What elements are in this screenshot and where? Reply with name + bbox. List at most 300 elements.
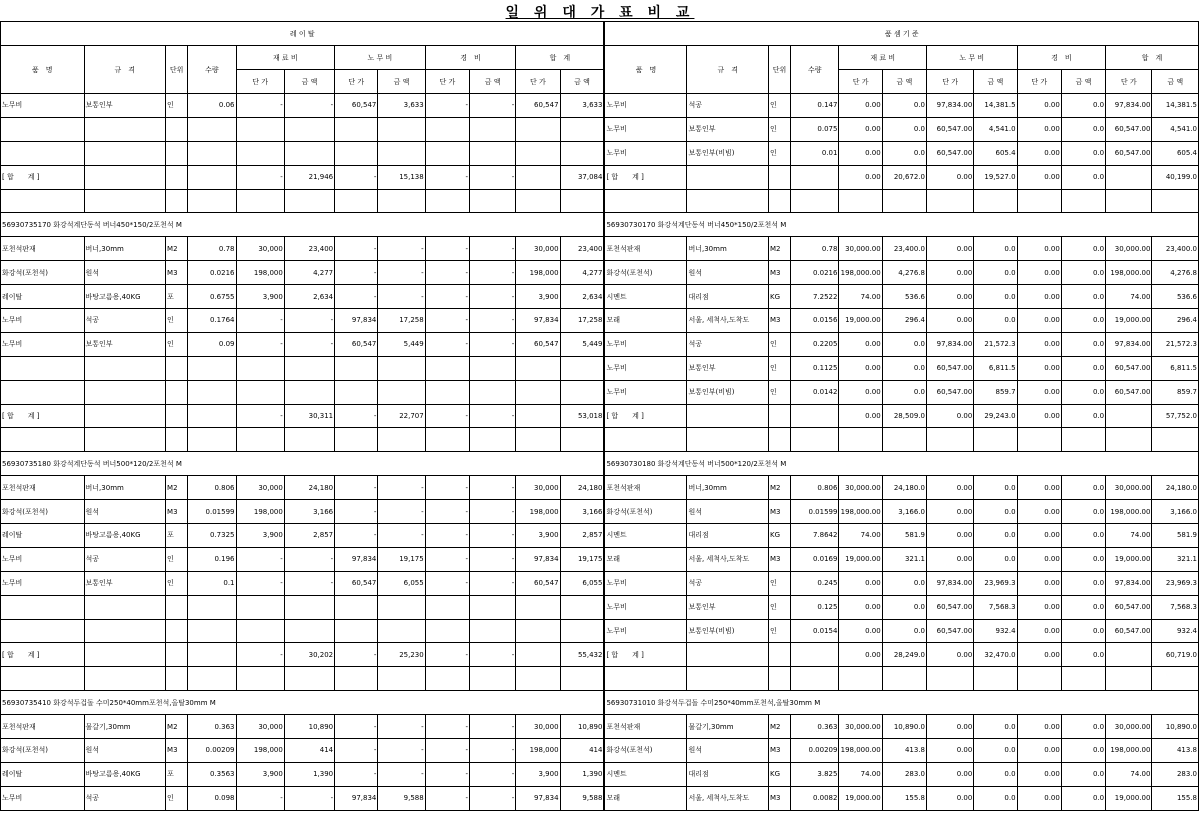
cell-left-name bbox=[1, 380, 85, 404]
cell-left-expense-unit-price: - bbox=[425, 165, 469, 189]
col-header-amount: 금 액 bbox=[284, 70, 334, 94]
cell-right-total-amount: 413.8 bbox=[1152, 739, 1199, 763]
cell-left-labor-unit-price: 60,547 bbox=[335, 332, 378, 356]
cell-right-spec: 보통인부(비빔) bbox=[687, 380, 769, 404]
cell-left-material-unit-price: 30,000 bbox=[236, 476, 284, 500]
cell-left-qty: 0.09 bbox=[188, 332, 236, 356]
cell-left-qty: 0.78 bbox=[188, 237, 236, 261]
cell-left-qty: 0.01599 bbox=[188, 500, 236, 524]
cell-left-qty bbox=[188, 428, 236, 452]
cell-right-expense-unit-price bbox=[1017, 667, 1061, 691]
cell-left-labor-amount: - bbox=[378, 285, 425, 309]
cell-left-unit bbox=[166, 619, 188, 643]
cell-right-total-unit-price bbox=[1106, 643, 1152, 667]
cell-left-name bbox=[1, 189, 85, 213]
cell-left-qty bbox=[188, 356, 236, 380]
cell-left-total-amount: 9,588 bbox=[560, 786, 604, 810]
cell-left-name bbox=[1, 428, 85, 452]
cell-left-expense-unit-price: - bbox=[425, 739, 469, 763]
cell-left-expense-unit-price bbox=[425, 619, 469, 643]
section-title-left: 56930735180 화강석계단동석 버너500*120/2포천석 M bbox=[1, 452, 605, 476]
cell-right-expense-unit-price: 0.00 bbox=[1017, 786, 1061, 810]
table-row bbox=[1, 619, 1199, 643]
header-row-categories bbox=[1, 46, 1199, 70]
cell-left-qty bbox=[188, 595, 236, 619]
cell-left-material-unit-price bbox=[236, 189, 284, 213]
table-body bbox=[1, 22, 1199, 811]
cell-left-labor-amount: - bbox=[378, 261, 425, 285]
cell-right-labor-unit-price: 0.00 bbox=[927, 643, 974, 667]
table-row bbox=[1, 667, 1199, 691]
cell-left-expense-amount: - bbox=[469, 476, 515, 500]
cell-right-expense-unit-price: 0.00 bbox=[1017, 117, 1061, 141]
col-header-qty: 수량 bbox=[188, 46, 236, 94]
cell-left-labor-amount: - bbox=[378, 500, 425, 524]
cell-right-material-unit-price: 0.00 bbox=[839, 643, 882, 667]
cell-left-unit bbox=[166, 189, 188, 213]
section-header-row bbox=[1, 452, 1199, 476]
cell-right-expense-amount: 0.0 bbox=[1061, 571, 1105, 595]
cell-right-spec: 원석 bbox=[687, 500, 769, 524]
cell-right-name bbox=[604, 428, 687, 452]
cell-left-material-unit-price: 3,900 bbox=[236, 762, 284, 786]
col-header-unit-price: 단 가 bbox=[1106, 70, 1152, 94]
cell-right-total-unit-price: 19,000.00 bbox=[1106, 786, 1152, 810]
cell-right-total-amount: 4,541.0 bbox=[1152, 117, 1199, 141]
cell-left-material-unit-price: 198,000 bbox=[236, 739, 284, 763]
cell-left-qty bbox=[188, 643, 236, 667]
cell-left-spec: 보통인부 bbox=[84, 571, 166, 595]
cell-left-total-unit-price bbox=[516, 428, 560, 452]
cell-right-material-unit-price: 0.00 bbox=[839, 380, 882, 404]
cell-left-material-unit-price bbox=[236, 619, 284, 643]
cell-right-spec bbox=[687, 189, 769, 213]
cell-left-total-amount bbox=[560, 428, 604, 452]
cell-right-name: 포천석판재 bbox=[604, 715, 687, 739]
col-header-unit-price: 단 가 bbox=[516, 70, 560, 94]
cell-right-qty bbox=[791, 165, 839, 189]
table-row bbox=[1, 261, 1199, 285]
cell-left-expense-unit-price bbox=[425, 356, 469, 380]
cell-right-material-amount: 0.0 bbox=[882, 94, 926, 118]
cell-right-labor-unit-price: 97,834.00 bbox=[927, 571, 974, 595]
cell-right-name: [ 합 계 ] bbox=[604, 643, 687, 667]
cell-left-labor-unit-price bbox=[335, 117, 378, 141]
cell-right-total-unit-price bbox=[1106, 667, 1152, 691]
cell-right-expense-unit-price: 0.00 bbox=[1017, 141, 1061, 165]
cell-left-labor-unit-price: - bbox=[335, 524, 378, 548]
cell-left-labor-amount: 15,138 bbox=[378, 165, 425, 189]
cell-right-qty: 7.8642 bbox=[791, 524, 839, 548]
cell-right-spec: 보통인부 bbox=[687, 356, 769, 380]
cell-left-total-amount: 2,634 bbox=[560, 285, 604, 309]
cell-right-expense-amount bbox=[1061, 428, 1105, 452]
table-row bbox=[1, 524, 1199, 548]
cell-right-expense-amount: 0.0 bbox=[1061, 500, 1105, 524]
cell-right-labor-unit-price: 0.00 bbox=[927, 476, 974, 500]
cell-right-labor-unit-price: 0.00 bbox=[927, 237, 974, 261]
col-header-labor: 노 무 비 bbox=[335, 46, 426, 70]
cell-right-labor-amount: 0.0 bbox=[974, 476, 1017, 500]
cell-right-qty: 0.2205 bbox=[791, 332, 839, 356]
table-row bbox=[1, 571, 1199, 595]
cell-right-name: 노무비 bbox=[604, 595, 687, 619]
cell-right-name: 시멘트 bbox=[604, 285, 687, 309]
cell-right-qty: 3.825 bbox=[791, 762, 839, 786]
cell-right-qty bbox=[791, 667, 839, 691]
cell-left-name: 노무비 bbox=[1, 547, 85, 571]
cell-right-material-amount bbox=[882, 189, 926, 213]
cell-left-expense-unit-price: - bbox=[425, 715, 469, 739]
cell-left-total-unit-price: 198,000 bbox=[516, 500, 560, 524]
cell-right-total-unit-price: 74.00 bbox=[1106, 762, 1152, 786]
cell-left-labor-unit-price: - bbox=[335, 476, 378, 500]
cell-left-material-amount bbox=[284, 380, 334, 404]
cell-left-name: 레이탈 bbox=[1, 762, 85, 786]
cell-right-name: 화강석(포천석) bbox=[604, 739, 687, 763]
cell-right-total-amount: 60,719.0 bbox=[1152, 643, 1199, 667]
cell-right-expense-unit-price: 0.00 bbox=[1017, 619, 1061, 643]
cell-left-expense-unit-price bbox=[425, 141, 469, 165]
cell-right-unit: M3 bbox=[769, 261, 791, 285]
cell-right-unit: M3 bbox=[769, 547, 791, 571]
cell-left-qty: 0.0216 bbox=[188, 261, 236, 285]
cell-left-spec: 원석 bbox=[84, 500, 166, 524]
cell-right-labor-amount bbox=[974, 189, 1017, 213]
cell-left-labor-amount: 5,449 bbox=[378, 332, 425, 356]
cell-left-spec: 석공 bbox=[84, 547, 166, 571]
cell-right-expense-unit-price: 0.00 bbox=[1017, 476, 1061, 500]
cell-right-labor-unit-price: 0.00 bbox=[927, 715, 974, 739]
cell-right-spec: 보통인부(비빔) bbox=[687, 619, 769, 643]
cell-left-name: [ 합 계 ] bbox=[1, 643, 85, 667]
cell-left-name bbox=[1, 595, 85, 619]
cell-left-total-amount bbox=[560, 356, 604, 380]
cell-right-expense-amount: 0.0 bbox=[1061, 595, 1105, 619]
cell-left-expense-amount: - bbox=[469, 571, 515, 595]
cell-left-expense-unit-price bbox=[425, 189, 469, 213]
cell-right-expense-unit-price: 0.00 bbox=[1017, 356, 1061, 380]
cell-right-expense-amount: 0.0 bbox=[1061, 762, 1105, 786]
cell-right-unit bbox=[769, 667, 791, 691]
cell-right-expense-amount: 0.0 bbox=[1061, 332, 1105, 356]
cell-right-expense-amount: 0.0 bbox=[1061, 619, 1105, 643]
cell-right-total-amount: 932.4 bbox=[1152, 619, 1199, 643]
cell-right-total-unit-price: 30,000.00 bbox=[1106, 476, 1152, 500]
cell-left-name: 노무비 bbox=[1, 786, 85, 810]
cell-left-unit: 포 bbox=[166, 285, 188, 309]
page-title-text: 일 위 대 가 표 비 교 bbox=[505, 5, 695, 21]
section-header-row bbox=[1, 691, 1199, 715]
cell-left-name: 포천석판재 bbox=[1, 715, 85, 739]
cell-right-material-amount: 10,890.0 bbox=[882, 715, 926, 739]
cell-right-qty: 0.00209 bbox=[791, 739, 839, 763]
cell-left-labor-amount: 25,230 bbox=[378, 643, 425, 667]
cell-right-spec: 대리점 bbox=[687, 762, 769, 786]
cell-right-qty: 7.2522 bbox=[791, 285, 839, 309]
cell-left-labor-unit-price: - bbox=[335, 739, 378, 763]
cell-left-expense-amount bbox=[469, 117, 515, 141]
cell-left-total-unit-price: 60,547 bbox=[516, 571, 560, 595]
cell-right-labor-amount: 0.0 bbox=[974, 762, 1017, 786]
cell-left-spec: 물갈기,30mm bbox=[84, 715, 166, 739]
cell-right-total-unit-price bbox=[1106, 165, 1152, 189]
cell-right-labor-amount: 14,381.5 bbox=[974, 94, 1017, 118]
cell-right-name: 시멘트 bbox=[604, 524, 687, 548]
cell-right-expense-unit-price bbox=[1017, 189, 1061, 213]
cell-right-labor-amount: 0.0 bbox=[974, 285, 1017, 309]
cell-left-expense-amount: - bbox=[469, 309, 515, 333]
cell-left-material-amount bbox=[284, 667, 334, 691]
cell-right-labor-amount: 0.0 bbox=[974, 715, 1017, 739]
cell-left-name: 화강석(포천석) bbox=[1, 500, 85, 524]
cell-right-total-amount: 57,752.0 bbox=[1152, 404, 1199, 428]
cell-left-spec: 바탕고름용,40KG bbox=[84, 524, 166, 548]
cell-right-unit bbox=[769, 404, 791, 428]
table-row bbox=[1, 715, 1199, 739]
cell-right-labor-unit-price: 97,834.00 bbox=[927, 94, 974, 118]
cell-right-expense-unit-price: 0.00 bbox=[1017, 165, 1061, 189]
cell-left-labor-amount: 19,175 bbox=[378, 547, 425, 571]
cell-left-expense-amount bbox=[469, 619, 515, 643]
cell-left-qty: 0.196 bbox=[188, 547, 236, 571]
cell-right-spec: 서울, 세척사,도착도 bbox=[687, 547, 769, 571]
cell-right-labor-unit-price: 0.00 bbox=[927, 786, 974, 810]
table-row bbox=[1, 117, 1199, 141]
cell-left-total-amount: 6,055 bbox=[560, 571, 604, 595]
cell-left-spec bbox=[84, 404, 166, 428]
cell-left-expense-amount: - bbox=[469, 786, 515, 810]
cell-left-labor-amount: 6,055 bbox=[378, 571, 425, 595]
cell-right-labor-amount: 6,811.5 bbox=[974, 356, 1017, 380]
cell-left-total-amount: 4,277 bbox=[560, 261, 604, 285]
cell-right-name bbox=[604, 667, 687, 691]
cell-left-spec bbox=[84, 619, 166, 643]
cell-right-name: 노무비 bbox=[604, 571, 687, 595]
cell-left-name: 레이탈 bbox=[1, 285, 85, 309]
cell-left-qty bbox=[188, 189, 236, 213]
cell-left-material-amount: 2,634 bbox=[284, 285, 334, 309]
cell-left-material-amount: - bbox=[284, 94, 334, 118]
cell-right-name: 화강석(포천석) bbox=[604, 500, 687, 524]
table-row bbox=[1, 165, 1199, 189]
cell-right-qty: 0.125 bbox=[791, 595, 839, 619]
cell-right-name: 노무비 bbox=[604, 141, 687, 165]
cell-right-labor-amount: 0.0 bbox=[974, 524, 1017, 548]
cell-left-spec bbox=[84, 165, 166, 189]
cell-left-total-unit-price bbox=[516, 667, 560, 691]
cell-right-total-unit-price: 60,547.00 bbox=[1106, 619, 1152, 643]
cell-right-qty: 0.075 bbox=[791, 117, 839, 141]
cell-left-labor-unit-price bbox=[335, 619, 378, 643]
col-header-unit-price: 단 가 bbox=[335, 70, 378, 94]
cell-right-total-unit-price: 60,547.00 bbox=[1106, 595, 1152, 619]
cell-right-spec: 보통인부 bbox=[687, 595, 769, 619]
cell-right-material-unit-price: 0.00 bbox=[839, 332, 882, 356]
cell-left-labor-unit-price bbox=[335, 667, 378, 691]
cell-left-material-amount bbox=[284, 117, 334, 141]
cell-left-unit: 인 bbox=[166, 786, 188, 810]
cell-left-expense-unit-price: - bbox=[425, 762, 469, 786]
cell-right-expense-amount: 0.0 bbox=[1061, 356, 1105, 380]
cell-right-expense-unit-price: 0.00 bbox=[1017, 94, 1061, 118]
cell-left-name: [ 합 계 ] bbox=[1, 165, 85, 189]
cell-left-material-amount bbox=[284, 619, 334, 643]
cell-right-material-amount: 28,509.0 bbox=[882, 404, 926, 428]
cell-right-expense-amount: 0.0 bbox=[1061, 786, 1105, 810]
cell-right-total-unit-price: 19,000.00 bbox=[1106, 547, 1152, 571]
cell-right-unit: 인 bbox=[769, 571, 791, 595]
col-header-unit: 단위 bbox=[769, 46, 791, 94]
cell-right-labor-amount: 0.0 bbox=[974, 547, 1017, 571]
cell-right-material-amount: 0.0 bbox=[882, 117, 926, 141]
cell-left-material-unit-price: 198,000 bbox=[236, 261, 284, 285]
cell-left-material-amount: 30,202 bbox=[284, 643, 334, 667]
cell-left-total-unit-price: 97,834 bbox=[516, 309, 560, 333]
cell-left-total-unit-price: 60,547 bbox=[516, 94, 560, 118]
cell-left-name: 포천석판재 bbox=[1, 237, 85, 261]
cell-left-expense-amount bbox=[469, 595, 515, 619]
cell-left-qty bbox=[188, 165, 236, 189]
cell-right-expense-unit-price: 0.00 bbox=[1017, 739, 1061, 763]
cell-right-name: [ 합 계 ] bbox=[604, 165, 687, 189]
cell-right-qty: 0.0216 bbox=[791, 261, 839, 285]
cell-left-expense-amount: - bbox=[469, 643, 515, 667]
cell-left-spec bbox=[84, 667, 166, 691]
cell-right-total-amount: 40,199.0 bbox=[1152, 165, 1199, 189]
cell-right-name: 노무비 bbox=[604, 380, 687, 404]
cell-left-total-amount: 2,857 bbox=[560, 524, 604, 548]
cell-left-unit: 포 bbox=[166, 762, 188, 786]
table-row bbox=[1, 285, 1199, 309]
cell-right-expense-amount: 0.0 bbox=[1061, 94, 1105, 118]
cell-right-unit: M3 bbox=[769, 500, 791, 524]
cell-left-name: [ 합 계 ] bbox=[1, 404, 85, 428]
cell-left-total-amount: 24,180 bbox=[560, 476, 604, 500]
cell-right-expense-unit-price: 0.00 bbox=[1017, 237, 1061, 261]
col-header-expense: 경 비 bbox=[425, 46, 516, 70]
cell-left-expense-unit-price: - bbox=[425, 500, 469, 524]
cell-right-total-amount: 14,381.5 bbox=[1152, 94, 1199, 118]
cell-left-unit bbox=[166, 643, 188, 667]
section-header-row bbox=[1, 213, 1199, 237]
cell-left-material-unit-price bbox=[236, 380, 284, 404]
cell-right-spec bbox=[687, 428, 769, 452]
cell-left-material-unit-price bbox=[236, 667, 284, 691]
cell-left-material-amount: 2,857 bbox=[284, 524, 334, 548]
cell-right-total-unit-price bbox=[1106, 404, 1152, 428]
cell-right-labor-unit-price: 60,547.00 bbox=[927, 117, 974, 141]
table-row bbox=[1, 643, 1199, 667]
cell-left-qty bbox=[188, 667, 236, 691]
section-title-right: 56930731010 화강석두겁돌 수미250*40mm포천석,올탈30mm M bbox=[604, 691, 1198, 715]
cell-left-total-amount: 19,175 bbox=[560, 547, 604, 571]
cell-left-total-unit-price bbox=[516, 165, 560, 189]
cell-right-total-unit-price: 60,547.00 bbox=[1106, 356, 1152, 380]
cell-left-total-unit-price bbox=[516, 619, 560, 643]
cell-right-qty: 0.806 bbox=[791, 476, 839, 500]
cell-left-total-unit-price bbox=[516, 189, 560, 213]
cell-right-qty: 0.78 bbox=[791, 237, 839, 261]
cell-left-material-amount: 10,890 bbox=[284, 715, 334, 739]
cell-right-material-amount: 283.0 bbox=[882, 762, 926, 786]
cell-left-unit: 인 bbox=[166, 571, 188, 595]
cell-right-spec bbox=[687, 667, 769, 691]
cell-left-labor-unit-price: - bbox=[335, 165, 378, 189]
cell-left-expense-unit-price: - bbox=[425, 237, 469, 261]
cell-right-total-unit-price: 74.00 bbox=[1106, 524, 1152, 548]
cell-right-material-unit-price: 0.00 bbox=[839, 404, 882, 428]
cell-right-unit: KG bbox=[769, 762, 791, 786]
cell-left-material-unit-price: 3,900 bbox=[236, 285, 284, 309]
cell-right-expense-unit-price: 0.00 bbox=[1017, 547, 1061, 571]
cell-right-name: 노무비 bbox=[604, 619, 687, 643]
cell-left-total-unit-price: 30,000 bbox=[516, 476, 560, 500]
cell-left-unit: 인 bbox=[166, 94, 188, 118]
cell-right-total-amount: 155.8 bbox=[1152, 786, 1199, 810]
col-header-material: 재 료 비 bbox=[839, 46, 927, 70]
cell-right-labor-amount: 0.0 bbox=[974, 500, 1017, 524]
cell-left-material-amount: 4,277 bbox=[284, 261, 334, 285]
cell-left-total-unit-price: 3,900 bbox=[516, 524, 560, 548]
cell-right-expense-amount: 0.0 bbox=[1061, 404, 1105, 428]
cell-left-labor-unit-price: - bbox=[335, 643, 378, 667]
cell-left-spec: 석공 bbox=[84, 786, 166, 810]
cell-right-name: 화강석(포천석) bbox=[604, 261, 687, 285]
cell-left-labor-unit-price bbox=[335, 141, 378, 165]
cell-right-labor-unit-price: 0.00 bbox=[927, 285, 974, 309]
cell-left-unit bbox=[166, 165, 188, 189]
cell-left-material-unit-price bbox=[236, 595, 284, 619]
cell-right-expense-amount: 0.0 bbox=[1061, 476, 1105, 500]
cell-right-total-amount: 4,276.8 bbox=[1152, 261, 1199, 285]
section-title-right: 56930730180 화강석계단동석 버너500*120/2포천석 M bbox=[604, 452, 1198, 476]
cell-right-labor-amount: 7,568.3 bbox=[974, 595, 1017, 619]
cell-right-expense-unit-price: 0.00 bbox=[1017, 380, 1061, 404]
col-header-spec: 규 격 bbox=[687, 46, 769, 94]
cell-right-expense-unit-price: 0.00 bbox=[1017, 285, 1061, 309]
cell-right-qty: 0.0082 bbox=[791, 786, 839, 810]
cell-right-material-amount: 24,180.0 bbox=[882, 476, 926, 500]
cell-right-labor-unit-price: 0.00 bbox=[927, 500, 974, 524]
cell-right-unit: KG bbox=[769, 524, 791, 548]
cell-left-material-unit-price: - bbox=[236, 94, 284, 118]
cell-left-expense-unit-price bbox=[425, 595, 469, 619]
cell-left-material-unit-price: - bbox=[236, 547, 284, 571]
cell-right-unit bbox=[769, 165, 791, 189]
cell-right-labor-unit-price: 60,547.00 bbox=[927, 356, 974, 380]
cell-right-unit: 인 bbox=[769, 117, 791, 141]
cell-left-labor-unit-price bbox=[335, 595, 378, 619]
cell-right-labor-unit-price: 0.00 bbox=[927, 547, 974, 571]
col-header-total: 합 계 bbox=[516, 46, 605, 70]
cell-left-unit bbox=[166, 667, 188, 691]
cell-right-unit: M3 bbox=[769, 786, 791, 810]
cell-right-spec: 대리점 bbox=[687, 524, 769, 548]
cell-left-name bbox=[1, 619, 85, 643]
cell-left-labor-amount: - bbox=[378, 739, 425, 763]
cell-right-total-unit-price: 198,000.00 bbox=[1106, 739, 1152, 763]
cell-right-total-unit-price: 74.00 bbox=[1106, 285, 1152, 309]
cell-left-material-unit-price: - bbox=[236, 165, 284, 189]
cell-right-labor-unit-price: 0.00 bbox=[927, 165, 974, 189]
cell-left-material-unit-price: - bbox=[236, 309, 284, 333]
cell-right-unit: 인 bbox=[769, 380, 791, 404]
cell-left-expense-unit-price bbox=[425, 117, 469, 141]
cell-right-expense-unit-price: 0.00 bbox=[1017, 404, 1061, 428]
cell-left-unit bbox=[166, 117, 188, 141]
cell-right-total-amount: 536.6 bbox=[1152, 285, 1199, 309]
